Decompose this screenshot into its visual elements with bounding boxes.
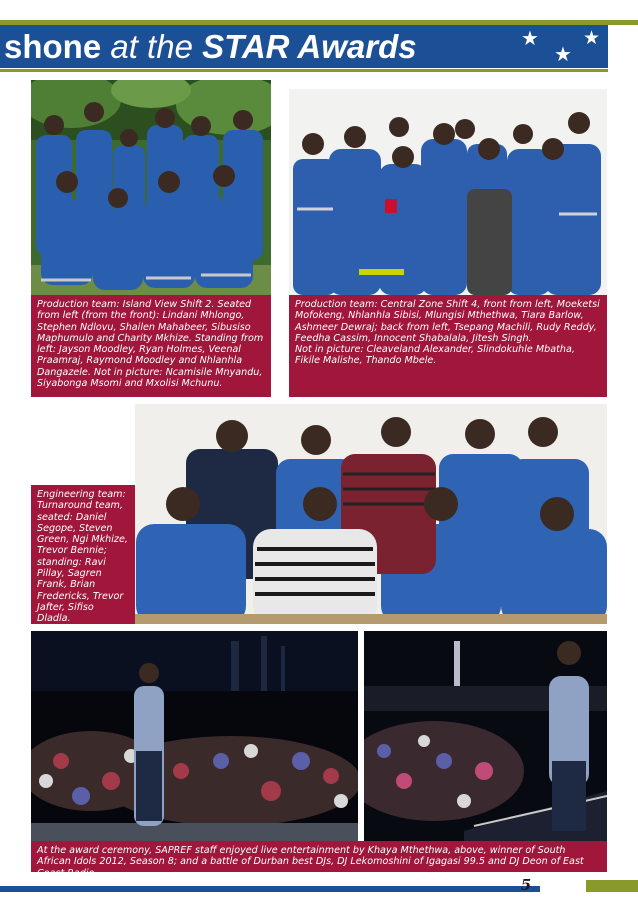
star-icon: ★ <box>554 42 572 66</box>
caption-ceremony-text: At the award ceremony, SAPREF staff enjoyed live entertainment by Khaya Mthethwa, above, winner of South African Idols 2012, Season 8; and a battle of Durban best DJs, DJ Lekomoshini of Igagasi 99.5 and DJ Deon of East Coast Radio. <box>37 845 584 879</box>
photo-central-zone-svg <box>289 89 607 295</box>
caption-engineering <box>31 485 135 624</box>
caption-ceremony <box>31 841 607 879</box>
caption-island-view-text: Production team: Island View Shift 2. Seated from left (from the front): Lindani Mhlongo, Stephen Ndlovu, Shailen Mahabeer, Sibusiso Maphumulo and Charity Mkhize. Standing from left: Jayson Moodley, Ryan Holmes, Veenal Praamraj, Raymond Moodley and Nhlanhla Dangazele. Not in picture: Ncamisile Mnyandu, Siyabonga Msomi and Mxolisi Mchunu. <box>37 299 264 390</box>
page-title <box>4 26 417 68</box>
star-icon: ★ <box>583 27 601 49</box>
star-icon: ★ <box>521 26 539 50</box>
photo-ceremony-crowd-svg <box>31 631 358 841</box>
header-accent-line <box>0 69 608 72</box>
title-word-star-awards: STAR Awards <box>202 28 417 65</box>
photo-ceremony-singer <box>364 631 607 841</box>
title-word-shone: shone <box>4 28 102 65</box>
footer-olive-bar <box>585 880 638 892</box>
caption-island-view <box>31 295 271 397</box>
page-number: 5 <box>520 876 532 894</box>
photo-island-view-team <box>31 80 271 295</box>
caption-central-zone <box>289 295 607 397</box>
footer-notch <box>540 875 586 897</box>
caption-engineering-text: Engineering team: Turnaround team, seated: Daniel Segope, Steven Green, Ngi Mkhize, Trevor Bennie; standing: Ravi Pillay, Sagren Frank, Brian Fredericks, Trevor Jafter, Sifiso Dladla. <box>37 489 128 625</box>
photo-central-zone-team <box>289 89 607 295</box>
photo-island-view-svg <box>31 80 271 295</box>
caption-central-zone-missing: Not in picture: Cleaveland Alexander, Slindokuhle Mbatha, Fikile Malishe, Thando Mbele. <box>295 344 575 367</box>
photo-ceremony-singer-svg <box>364 631 607 841</box>
photo-ceremony-crowd <box>31 631 358 841</box>
caption-central-zone-text: Production team: Central Zone Shift 4, front from left, Moeketsi Mofokeng, Nhlanhla Sibisi, Mlungisi Mthethwa, Tiara Barlow, Ashmeer Dewraj; back from left, Tsepang Machili, Rudy Reddy, Feedha Cassim, Innocent Shabalala, Jitesh Singh. <box>295 299 600 344</box>
title-word-at-the: at the <box>110 28 193 65</box>
